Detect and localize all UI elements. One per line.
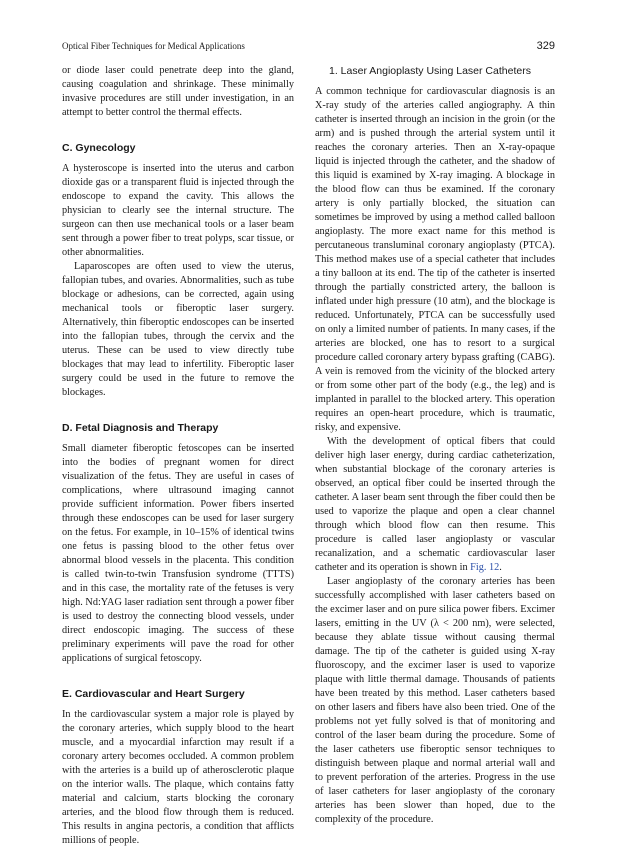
subsection-1-paragraph-3: Laser angioplasty of the coronary arteries has been successfully accomplished with laser catheters based on the excimer laser and on pure silica power fibers. Excimer lasers, emitting in the UV (λ < 200 nm), were selected, because they ablate tissue without causing thermal damage. The tip of the catheter is guided using X-ray fluoroscopy, and the excimer laser is used to vaporize plaque with little thermal damage. Thousands of patients have been treated by this method. Laser catheters based on other lasers and fibers have also been tried. One of the problems not yet fully solved is that of monitoring and control of the laser beam during the procedure. Some of the laser catheters use fiberoptic sensor techniques to distinguish between plaque and normal arterial wall and to prevent perforation of the arteries. Progress in the use of laser catheters for laser angioplasty of the coronary arteries has been slower than hoped, due to the complexity of the procedure. bbox=[315, 576, 555, 825]
intro-paragraph: or diode laser could penetrate deep into the gland, causing coagulation and shrinkage. These minimally invasive procedures are still under investigation, in an attempt to better control the thermal effects. bbox=[62, 65, 294, 118]
page-number: 329 bbox=[536, 40, 555, 52]
section-d-heading: D. Fetal Diagnosis and Therapy bbox=[62, 422, 219, 434]
left-column bbox=[62, 64, 294, 848]
right-column bbox=[315, 64, 555, 827]
section-c-paragraph-2: Laparoscopes are often used to view the uterus, fallopian tubes, and ovaries. Abnormalities, such as tube blockage or adhesions, can be corrected, again using mechanical tools or fiberoptic laser surgery. Alternatively, thin fiberoptic endoscopes can be inserted into the fallopian tubes, through the cervix and the uterus. These can be used to view directly tube blockages that may lead to infertility. Fiberoptic laser surgery could be used in the future to remove the blockages. bbox=[62, 261, 294, 398]
section-c-paragraph-1: A hysteroscope is inserted into the uterus and carbon dioxide gas or a transparent fluid is injected through the endoscope to expand the cavity. This allows the physician to clearly see the internal structure. The surgeon can then use mechanical tools or a laser beam sent through a power fiber to treat polyps, scar tissue, or other abnormalities. bbox=[62, 163, 294, 258]
subsection-1-paragraph-2 bbox=[315, 435, 555, 575]
subsection-1-paragraph-1: A common technique for cardiovascular diagnosis is an X-ray study of the arteries called angiography. A thin catheter is inserted through an incision in the groin (or the arm) and is pushed through the arterial system until it reaches the coronary arteries. Then an X-ray-opaque liquid is injected through the catheter, and the shadow of this liquid is examined by X-ray imaging. A blockage in the blood flow can thus be examined. If the coronary artery is only partially blocked, the situation can sometimes be improved by using a method called balloon angioplasty. The more exact name for this method is percutaneous transluminal coronary angioplasty (PTCA). This method makes use of a special catheter that includes a tiny balloon at its end. The tip of the catheter is inserted through the partially constricted artery, the balloon is inflated under high pressure (10 atm), and the blockage is reduced. Unfortunately, PTCA can be successfully used on only a limited number of patients. In many cases, if the arteries are blocked, one has to resort to a surgical procedure called coronary artery bypass grafting (CABG). A vein is removed from the vicinity of the blocked artery or from some other part of the body (e.g., the leg) and is implanted in parallel to the blocked artery. This operation requires an open-heart procedure, which is traumatic, risky, and expensive. bbox=[315, 86, 555, 433]
section-e-heading: E. Cardiovascular and Heart Surgery bbox=[62, 688, 245, 700]
paragraph-2-text: With the development of optical fibers that could deliver high laser energy, during cardiac catheterization, when substantial blockage of the coronary arteries is observed, an optical fiber could be inserted through the catheter. A laser beam sent through the fiber could then be used to vaporize the plaque and open a clear channel through which blood flow can then resume. This procedure is called laser angioplasty or vascular recanalization, and a schematic cardiovascular laser catheter and its operation is shown in bbox=[315, 436, 555, 573]
section-c-heading: C. Gynecology bbox=[62, 142, 136, 154]
section-d-paragraph-1: Small diameter fiberoptic fetoscopes can be inserted into the bodies of pregnant women for direct visualization of the fetus. They are useful in cases of complications, where ultrasound imaging cannot provide sufficient information. Power fibers inserted through these endoscopes can be used for laser surgery on the fetus. For example, in 10–15% of identical twins one fetus is passing blood to the other fetus over abnormal blood vessels in the placenta. This condition is called twin-to-twin Transfusion syndrome (TTTS) and in this case, the mortality rate of the fetuses is very high. Nd:YAG laser radiation sent through a power fiber is used to destroy the connecting blood vessels, under direct endoscopic imaging. The success of these preliminary experiments will pave the road for other applications of surgical fetoscopy. bbox=[62, 443, 294, 664]
running-title: Optical Fiber Techniques for Medical Applications bbox=[62, 41, 245, 51]
section-e-paragraph-1: In the cardiovascular system a major role is played by the coronary arteries, which supply blood to the heart muscle, and a myocardial infarction may result if a coronary artery becomes occluded. A common problem with the arteries is a build up of atherosclerotic plaque on the interior walls. The plaque, which contains fatty material and calcium, starts blocking the coronary arteries, and the blood flow through them is reduced. This results in angina pectoris, a condition that afflicts millions of people. bbox=[62, 709, 294, 846]
running-header bbox=[62, 39, 555, 53]
figure-12-link[interactable]: Fig. 12 bbox=[470, 562, 500, 573]
paragraph-2-end: . bbox=[499, 562, 502, 573]
subsection-1-heading: 1. Laser Angioplasty Using Laser Catheters bbox=[329, 65, 531, 77]
